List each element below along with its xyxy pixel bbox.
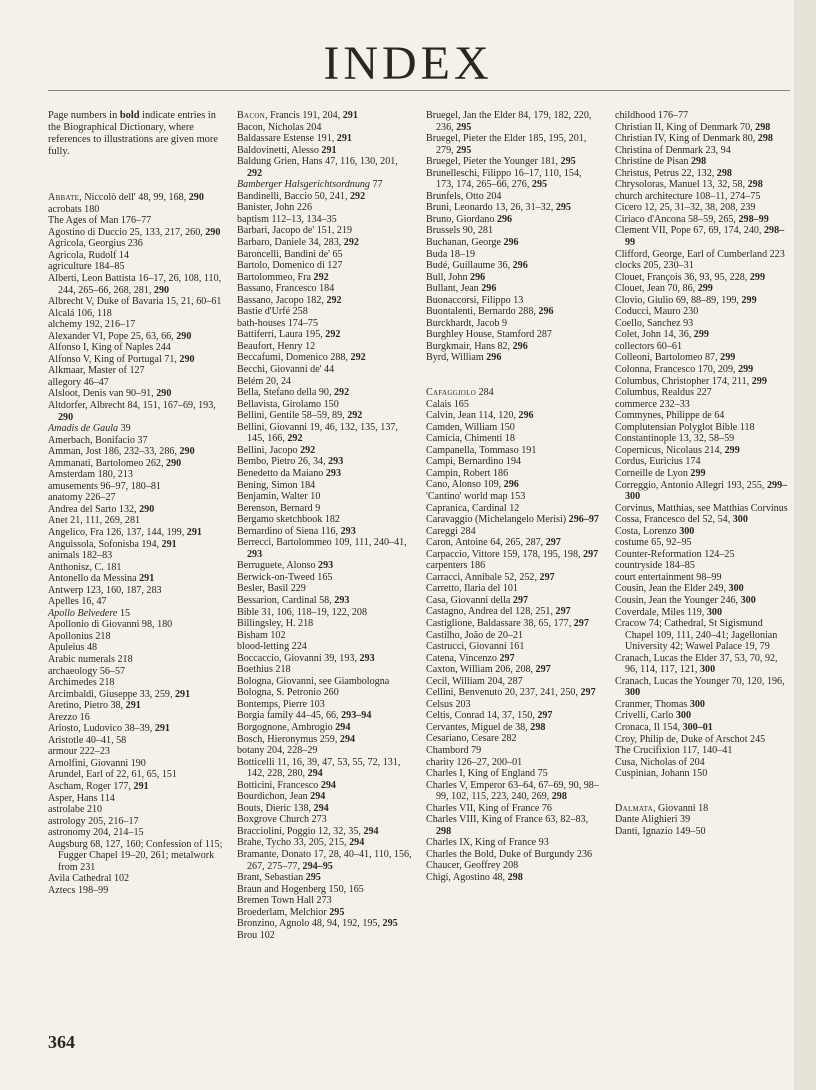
index-entry: Bandinelli, Baccio 50, 241, 292 <box>237 190 366 202</box>
index-entry: Apelles 16, 47 <box>48 596 107 608</box>
index-entry: collectors 60–61 <box>615 340 682 352</box>
index-entry: Antwerp 123, 160, 187, 283 <box>48 584 162 596</box>
index-entry: Christine de Pisan 298 <box>615 156 707 168</box>
index-entry: Bramante, Donato 17, 28, 40–41, 110, 156, 267, 275–77, 294–95 <box>237 849 415 872</box>
index-entry: Cuspinian, Johann 150 <box>615 768 708 780</box>
index-entry: Dalmata, Giovanni 18 <box>615 802 709 814</box>
index-entry: Cano, Alonso 109, 296 <box>426 479 519 491</box>
index-entry: Arcimbaldi, Giuseppe 33, 259, 291 <box>48 688 191 700</box>
index-entry: Andrea del Sarto 132, 290 <box>48 503 155 515</box>
index-entry: Copernicus, Nicolaus 214, 299 <box>615 444 740 456</box>
index-entry: armour 222–23 <box>48 746 110 758</box>
index-entry: Brunfels, Otto 204 <box>426 190 502 202</box>
index-entry: Bartolommeo, Fra 292 <box>237 271 329 283</box>
intro-note: Page numbers in bold indicate entries in the Biographical Dictionary, where references to illustrations are given more fully. <box>48 110 218 157</box>
index-entry: Barbari, Jacopo de' 151, 219 <box>237 225 353 237</box>
index-entry: Alfonso V, King of Portugal 71, 290 <box>48 353 195 365</box>
index-entry: Bruni, Leonardo 13, 26, 31–32, 295 <box>426 202 571 214</box>
index-entry: Budé, Guillaume 36, 296 <box>426 260 528 272</box>
index-entry: Burghley House, Stamford 287 <box>426 329 552 341</box>
index-entry: Bisham 102 <box>237 629 286 641</box>
index-entry: Apollonius 218 <box>48 630 111 642</box>
index-columns <box>48 110 790 1040</box>
index-entry: Bruegel, Pieter the Younger 181, 295 <box>426 156 576 168</box>
index-entry: Clifford, George, Earl of Cumberland 223 <box>615 248 785 260</box>
index-entry: Castagno, Andrea del 128, 251, 297 <box>426 606 571 618</box>
index-entry: Battiferri, Laura 195, 292 <box>237 329 341 341</box>
index-entry: Castiglione, Baldassare 38, 65, 177, 297 <box>426 617 589 629</box>
index-column-1 <box>48 110 223 1040</box>
index-entry: Arundel, Earl of 22, 61, 65, 151 <box>48 769 177 781</box>
index-entry: Croy, Philip de, Duke of Arschot 245 <box>615 733 766 745</box>
index-entry: Charles I, King of England 75 <box>426 768 548 780</box>
index-entry: Bologna, Giovanni, see Giambologna <box>237 675 390 687</box>
index-entry: Bergamo sketchbook 182 <box>237 514 340 526</box>
index-entry: Colonna, Francesco 170, 209, 299 <box>615 364 754 376</box>
letter-gap <box>48 181 223 193</box>
index-entry: Complutensian Polyglot Bible 118 <box>615 421 755 433</box>
index-entry: Cousin, Jean the Elder 249, 300 <box>615 583 744 595</box>
index-entry: Abbate, Niccolò dell' 48, 99, 168, 290 <box>48 192 204 204</box>
index-entry: Bening, Simon 184 <box>237 479 316 491</box>
index-entry: Bassano, Francesco 184 <box>237 283 335 295</box>
index-entry: alchemy 192, 216–17 <box>48 319 136 331</box>
index-entry: Columbus, Christopher 174, 211, 299 <box>615 375 767 387</box>
index-entry: Bellini, Giovanni 19, 46, 132, 135, 137, 145, 166, 292 <box>237 421 401 445</box>
index-entry: Alberti, Leon Battista 16–17, 26, 108, 110, 244, 265–66, 268, 281, 290 <box>48 272 224 296</box>
index-entry: Amadis de Gaula 39 <box>48 423 131 435</box>
index-entry: Byrd, William 296 <box>426 352 502 364</box>
index-entry: Bremen Town Hall 273 <box>237 895 332 907</box>
index-entry: Christus, Petrus 22, 132, 298 <box>615 167 732 179</box>
index-entry: Aretino, Pietro 38, 291 <box>48 700 141 712</box>
index-entry: Camicia, Chimenti 18 <box>426 433 515 445</box>
index-entry: Cousin, Jean the Younger 246, 300 <box>615 594 756 606</box>
index-entry: Celtis, Conrad 14, 37, 150, 297 <box>426 710 553 722</box>
index-entry: The Ages of Man 176–77 <box>48 215 152 227</box>
index-entry: Amsterdam 180, 213 <box>48 469 133 481</box>
index-entry: Bourdichon, Jean 294 <box>237 791 326 803</box>
index-entry: Cranach, Lucas the Younger 70, 120, 196, 300 <box>615 675 788 699</box>
index-entry: Chambord 79 <box>426 744 482 756</box>
index-entry: Campin, Robert 186 <box>426 467 509 479</box>
index-entry: Caxton, William 206, 208, 297 <box>426 664 551 676</box>
index-entry: Charles the Bold, Duke of Burgundy 236 <box>426 848 593 860</box>
index-entry: agriculture 184–85 <box>48 261 125 273</box>
index-entry: astrolabe 210 <box>48 804 103 816</box>
index-entry: Cusa, Nicholas of 204 <box>615 756 705 768</box>
index-entry: astronomy 204, 214–15 <box>48 827 144 839</box>
index-entry: Albrecht V, Duke of Bavaria 15, 21, 60–61 <box>48 296 222 308</box>
index-entry: Camden, William 150 <box>426 421 515 433</box>
index-entry: Cossa, Francesco del 52, 54, 300 <box>615 514 748 526</box>
index-entry: Aristotle 40–41, 58 <box>48 734 127 746</box>
index-entry: Beccafumi, Domenico 288, 292 <box>237 352 366 364</box>
index-entry: Brahe, Tycho 33, 205, 215, 294 <box>237 837 365 849</box>
index-entry: Bartolo, Domenico di 127 <box>237 260 343 272</box>
index-column-3 <box>426 110 601 1040</box>
index-entry: Berrecci, Bartolommeo 109, 111, 240–41, 293 <box>237 537 410 560</box>
index-entry: Bullant, Jean 296 <box>426 283 497 295</box>
index-entry: Angelico, Fra 126, 137, 144, 199, 291 <box>48 526 202 538</box>
index-entry: Amerbach, Bonifacio 37 <box>48 434 148 446</box>
index-entry: Bologna, S. Petronio 260 <box>237 687 339 699</box>
index-entry: Cellini, Benvenuto 20, 237, 241, 250, 297 <box>426 687 596 699</box>
index-entry: Benjamin, Walter 10 <box>237 491 321 503</box>
index-entry: Anthonisz, C. 181 <box>48 561 122 573</box>
index-entry: Apuleius 48 <box>48 642 98 654</box>
index-entry: Cranach, Lucas the Elder 37, 53, 70, 92, 96, 114, 117, 121, 300 <box>615 652 781 676</box>
index-entry: Brou 102 <box>237 929 275 941</box>
index-entry: animals 182–83 <box>48 550 113 562</box>
index-entry: Berruguete, Alonso 293 <box>237 560 334 572</box>
index-entry: Charles VII, King of France 76 <box>426 802 552 814</box>
index-entry: Brussels 90, 281 <box>426 225 494 237</box>
page-title: INDEX <box>323 37 493 90</box>
index-entry: Bembo, Pietro 26, 34, 293 <box>237 456 344 468</box>
index-entry: Cecil, William 204, 287 <box>426 675 523 687</box>
index-entry: Baldassare Estense 191, 291 <box>237 133 352 145</box>
index-entry: Bronzino, Agnolo 48, 94, 192, 195, 295 <box>237 918 398 930</box>
index-entry: Broederlam, Melchior 295 <box>237 906 345 918</box>
index-entry: Braun and Hogenberg 150, 165 <box>237 883 364 895</box>
index-entry: Arnolfini, Giovanni 190 <box>48 757 146 769</box>
index-entry: Alfonso I, King of Naples 244 <box>48 342 171 354</box>
index-entry: Bastie d'Urfé 258 <box>237 306 308 318</box>
index-entry: Bible 31, 106, 118–19, 122, 208 <box>237 606 368 618</box>
index-entry: Alkmaar, Master of 127 <box>48 365 145 377</box>
index-entry: bath-houses 174–75 <box>237 317 319 329</box>
index-entry: Bernardino of Siena 116, 293 <box>237 525 356 537</box>
index-entry: Aztecs 198–99 <box>48 884 109 896</box>
index-entry: 'Cantino' world map 153 <box>426 490 526 502</box>
index-entry: Bruegel, Pieter the Elder 185, 195, 201, 279, 295 <box>426 133 589 156</box>
index-entry: astrology 205, 216–17 <box>48 815 139 827</box>
index-entry: Buonaccorsi, Filippo 13 <box>426 294 524 306</box>
index-entry: Buchanan, George 296 <box>426 237 519 249</box>
index-entry: Boxgrove Church 273 <box>237 814 327 826</box>
index-entry: Bracciolini, Poggio 12, 32, 35, 294 <box>237 825 379 837</box>
index-entry: Careggi 284 <box>426 525 476 537</box>
index-entry: Cracow 74; Cathedral, St Sigismund Chapel 109, 111, 240–41; Jagellonian University 42; Wawel Palace 19, 79 <box>615 618 780 653</box>
index-entry: Bellini, Gentile 58–59, 89, 292 <box>237 410 363 422</box>
index-column-4 <box>615 110 790 1040</box>
index-entry: botany 204, 228–29 <box>237 745 318 757</box>
index-entry: Cicero 12, 25, 31–32, 38, 208, 239 <box>615 202 756 214</box>
index-entry: Colleoni, Bartolomeo 87, 299 <box>615 352 736 364</box>
index-entry: Buontalenti, Bernardo 288, 296 <box>426 306 554 318</box>
index-entry: Carpaccio, Vittore 159, 178, 195, 198, 297 <box>426 548 599 560</box>
index-entry: Bellini, Jacopo 292 <box>237 444 316 456</box>
index-entry: Commynes, Philippe de 64 <box>615 410 725 422</box>
index-entry: Bacon, Nicholas 204 <box>237 121 322 133</box>
index-entry: Asper, Hans 114 <box>48 792 115 804</box>
index-entry: Chrysoloras, Manuel 13, 32, 58, 298 <box>615 179 763 191</box>
index-entry: Charles V, Emperor 63–64, 67–69, 90, 98–99, 102, 115, 223, 240, 269, 298 <box>426 779 599 803</box>
index-entry: Borgia family 44–45, 66, 293–94 <box>237 710 372 722</box>
index-entry: Columbus, Realdus 227 <box>615 387 712 399</box>
index-entry: Cervantes, Miguel de 38, 298 <box>426 721 546 733</box>
index-entry: anatomy 226–27 <box>48 492 116 504</box>
index-entry: charity 126–27, 200–01 <box>426 756 523 768</box>
index-entry: Agricola, Georgius 236 <box>48 238 143 250</box>
index-entry: Capranica, Cardinal 12 <box>426 502 520 514</box>
index-entry: Colet, John 14, 36, 299 <box>615 329 709 341</box>
index-entry: Apollo Belvedere 15 <box>48 607 131 619</box>
index-entry: church architecture 108–11, 274–75 <box>615 190 761 202</box>
index-entry: Christian II, King of Denmark 70, 298 <box>615 121 771 133</box>
letter-gap <box>426 364 601 376</box>
index-entry: Agostino di Duccio 25, 133, 217, 260, 290 <box>48 226 221 238</box>
index-entry: Casa, Giovanni della 297 <box>426 594 529 606</box>
index-entry: Clouet, François 36, 93, 95, 228, 299 <box>615 271 765 283</box>
index-column-2 <box>237 110 415 1040</box>
index-entry: allegory 46–47 <box>48 376 109 388</box>
index-entry: Ammanati, Bartolomeo 262, 290 <box>48 457 182 469</box>
index-entry: Bacon, Francis 191, 204, 291 <box>237 110 358 121</box>
index-entry: Becchi, Giovanni de' 44 <box>237 364 335 376</box>
index-entry: Baldovinetti, Alesso 291 <box>237 144 337 156</box>
letter-gap <box>615 780 790 792</box>
index-entry: The Crucifixion 117, 140–41 <box>615 745 733 757</box>
index-entry: acrobats 180 <box>48 203 100 215</box>
index-entry: Bassano, Jacopo 182, 292 <box>237 294 342 306</box>
index-entry: Arezzo 16 <box>48 711 90 723</box>
index-entry: Bouts, Dieric 138, 294 <box>237 802 329 814</box>
index-entry: Bella, Stefano della 90, 292 <box>237 387 350 399</box>
index-entry: Danti, Ignazio 149–50 <box>615 825 706 837</box>
index-entry: Celsus 203 <box>426 698 471 710</box>
index-entry: Burckhardt, Jacob 9 <box>426 317 508 329</box>
index-entry: Ascham, Roger 177, 291 <box>48 781 149 793</box>
index-entry: Corvinus, Matthias, see Matthias Corvinus <box>615 502 788 514</box>
index-entry: Brunelleschi, Filippo 16–17, 110, 154, 173, 174, 265–66, 276, 295 <box>426 167 585 191</box>
index-entry: amusements 96–97, 180–81 <box>48 480 161 492</box>
index-entry: Coducci, Mauro 230 <box>615 306 699 318</box>
index-entry: Barbaro, Daniele 34, 283, 292 <box>237 237 359 249</box>
index-entry: Buda 18–19 <box>426 248 476 260</box>
index-entry: Carracci, Annibale 52, 252, 297 <box>426 571 555 583</box>
index-entry: Calais 165 <box>426 398 469 410</box>
index-entry: Cranmer, Thomas 300 <box>615 698 705 710</box>
index-entry: Ciriaco d'Ancona 58–59, 265, 298–99 <box>615 213 769 225</box>
index-entry: Altdorfer, Albrecht 84, 151, 167–69, 193, 290 <box>48 399 219 423</box>
index-entry: Antonello da Messina 291 <box>48 573 155 585</box>
index-entry: Chigi, Agostino 48, 298 <box>426 872 523 883</box>
index-entry: Arabic numerals 218 <box>48 654 133 665</box>
index-entry: Catena, Vincenzo 297 <box>426 652 515 664</box>
index-entry: clocks 205, 230–31 <box>615 260 694 272</box>
page-number: 364 <box>48 1032 75 1052</box>
index-entry: costume 65, 92–95 <box>615 537 692 549</box>
index-entry: Charles IX, King of France 93 <box>426 837 549 849</box>
index-entry: Avila Cathedral 102 <box>48 873 130 885</box>
page-edge-shadow <box>794 0 816 1090</box>
index-entry: Crivelli, Carlo 300 <box>615 710 691 722</box>
index-entry: Botticelli 11, 16, 39, 47, 53, 55, 72, 131, 142, 228, 280, 294 <box>237 756 403 780</box>
index-entry: Borgognone, Ambrogio 294 <box>237 721 351 733</box>
index-entry: countryside 184–85 <box>615 560 695 572</box>
index-entry: Castilho, João de 20–21 <box>426 629 524 641</box>
index-entry: Archimedes 218 <box>48 677 115 689</box>
index-entry: Boccaccio, Giovanni 39, 193, 293 <box>237 652 375 664</box>
index-entry: Amman, Jost 186, 232–33, 286, 290 <box>48 446 195 458</box>
index-entry: Christian IV, King of Denmark 80, 298 <box>615 133 773 145</box>
index-entry: Coello, Sanchez 93 <box>615 317 694 329</box>
letter-gap <box>615 791 790 803</box>
index-entry: commerce 232–33 <box>615 398 690 410</box>
index-entry: baptism 112–13, 134–35 <box>237 213 337 225</box>
index-entry: Dante Alighieri 39 <box>615 814 691 826</box>
index-entry: Constantinople 13, 32, 58–59 <box>615 433 735 445</box>
index-entry: Benedetto da Maiano 293 <box>237 467 341 479</box>
index-entry: Alsloot, Denis van 90–91, 290 <box>48 388 172 400</box>
index-entry: Besler, Basil 229 <box>237 583 306 595</box>
index-entry: Bellavista, Girolamo 150 <box>237 398 339 410</box>
index-entry: blood-letting 224 <box>237 641 307 653</box>
index-entry: Billingsley, H. 218 <box>237 618 314 630</box>
index-entry: Apollonio di Giovanni 98, 180 <box>48 619 173 631</box>
index-entry: Brant, Sebastian 295 <box>237 872 321 884</box>
index-entry: Cesariano, Cesare 282 <box>426 733 517 745</box>
index-entry: Anet 21, 111, 269, 281 <box>48 515 141 527</box>
index-entry: archaeology 56–57 <box>48 665 126 677</box>
index-entry: Campi, Bernardino 194 <box>426 456 522 468</box>
index-entry: Caravaggio (Michelangelo Merisi) 296–97 <box>426 514 599 526</box>
index-entry: Counter-Reformation 124–25 <box>615 548 735 560</box>
index-entry: Cafaggiolo 284 <box>426 387 494 399</box>
index-entry: Cronaca, Il 154, 300–01 <box>615 721 713 733</box>
index-entry: carpenters 186 <box>426 560 486 572</box>
index-entry: Clement VII, Pope 67, 69, 174, 240, 298–99 <box>615 225 785 249</box>
index-entry: Coverdale, Miles 119, 300 <box>615 606 722 618</box>
index-entry: Carretto, Ilaria del 101 <box>426 583 518 595</box>
index-entry: Caron, Antoine 64, 265, 287, 297 <box>426 537 561 549</box>
index-entry: Augsburg 68, 127, 160; Confession of 115; Fugger Chapel 19–20, 261; metalwork from 231 <box>48 838 225 873</box>
index-entry: Bessarion, Cardinal 58, 293 <box>237 594 350 606</box>
index-entry: Banister, John 226 <box>237 202 313 214</box>
index-entry: Baldung Grien, Hans 47, 116, 130, 201, 292 <box>237 156 401 179</box>
index-entry: Corneille de Lyon 299 <box>615 467 706 479</box>
index-entry: Costa, Lorenzo 300 <box>615 525 695 537</box>
index-entry: Calvin, Jean 114, 120, 296 <box>426 410 534 422</box>
title-rule <box>48 90 790 91</box>
index-entry: Berenson, Bernard 9 <box>237 502 321 514</box>
index-entry: Boethius 218 <box>237 664 291 676</box>
index-entry: Castrucci, Giovanni 161 <box>426 641 525 653</box>
index-entry: childhood 176–77 <box>615 110 689 121</box>
index-entry: Botticini, Francesco 294 <box>237 779 336 791</box>
index-entry: Alcalá 106, 118 <box>48 307 112 319</box>
index-entry: Campanella, Tommaso 191 <box>426 444 537 456</box>
index-entry: Bull, John 296 <box>426 271 486 283</box>
index-entry: Chaucer, Geoffrey 208 <box>426 860 519 872</box>
index-entry: Berwick-on-Tweed 165 <box>237 571 333 583</box>
index-entry: Cordus, Euricius 174 <box>615 456 701 468</box>
index-entry: Christina of Denmark 23, 94 <box>615 144 731 156</box>
letter-gap <box>426 376 601 388</box>
index-entry: Correggio, Antonio Allegri 193, 255, 299–300 <box>615 479 788 503</box>
index-entry: court entertainment 98–99 <box>615 571 722 583</box>
index-entry: Belém 20, 24 <box>237 375 292 387</box>
index-entry: Bontemps, Pierre 103 <box>237 698 325 710</box>
index-entry: Clouet, Jean 70, 86, 299 <box>615 283 713 295</box>
index-entry: Anguissola, Sofonisba 194, 291 <box>48 538 177 550</box>
index-entry: Burgkmair, Hans 82, 296 <box>426 340 528 352</box>
index-entry: Bruegel, Jan the Elder 84, 179, 182, 220, 236, 295 <box>426 110 594 133</box>
index-entry: Bruno, Giordano 296 <box>426 213 513 225</box>
index-entry: Alexander VI, Pope 25, 63, 66, 290 <box>48 330 192 342</box>
index-entry: Bamberger Halsgerichtsordnung 77 <box>237 179 383 191</box>
index-entry: Baroncelli, Bandini de' 65 <box>237 248 343 260</box>
index-entry: Bosch, Hieronymus 259, 294 <box>237 733 356 745</box>
index-entry: Clovio, Giulio 69, 88–89, 199, 299 <box>615 294 757 306</box>
index-entry: Ariosto, Ludovico 38–39, 291 <box>48 723 170 735</box>
index-entry: Charles VIII, King of France 63, 82–83, 298 <box>426 814 591 837</box>
index-entry: Beaufort, Henry 12 <box>237 340 316 352</box>
index-entry: Agricola, Rudolf 14 <box>48 249 130 261</box>
